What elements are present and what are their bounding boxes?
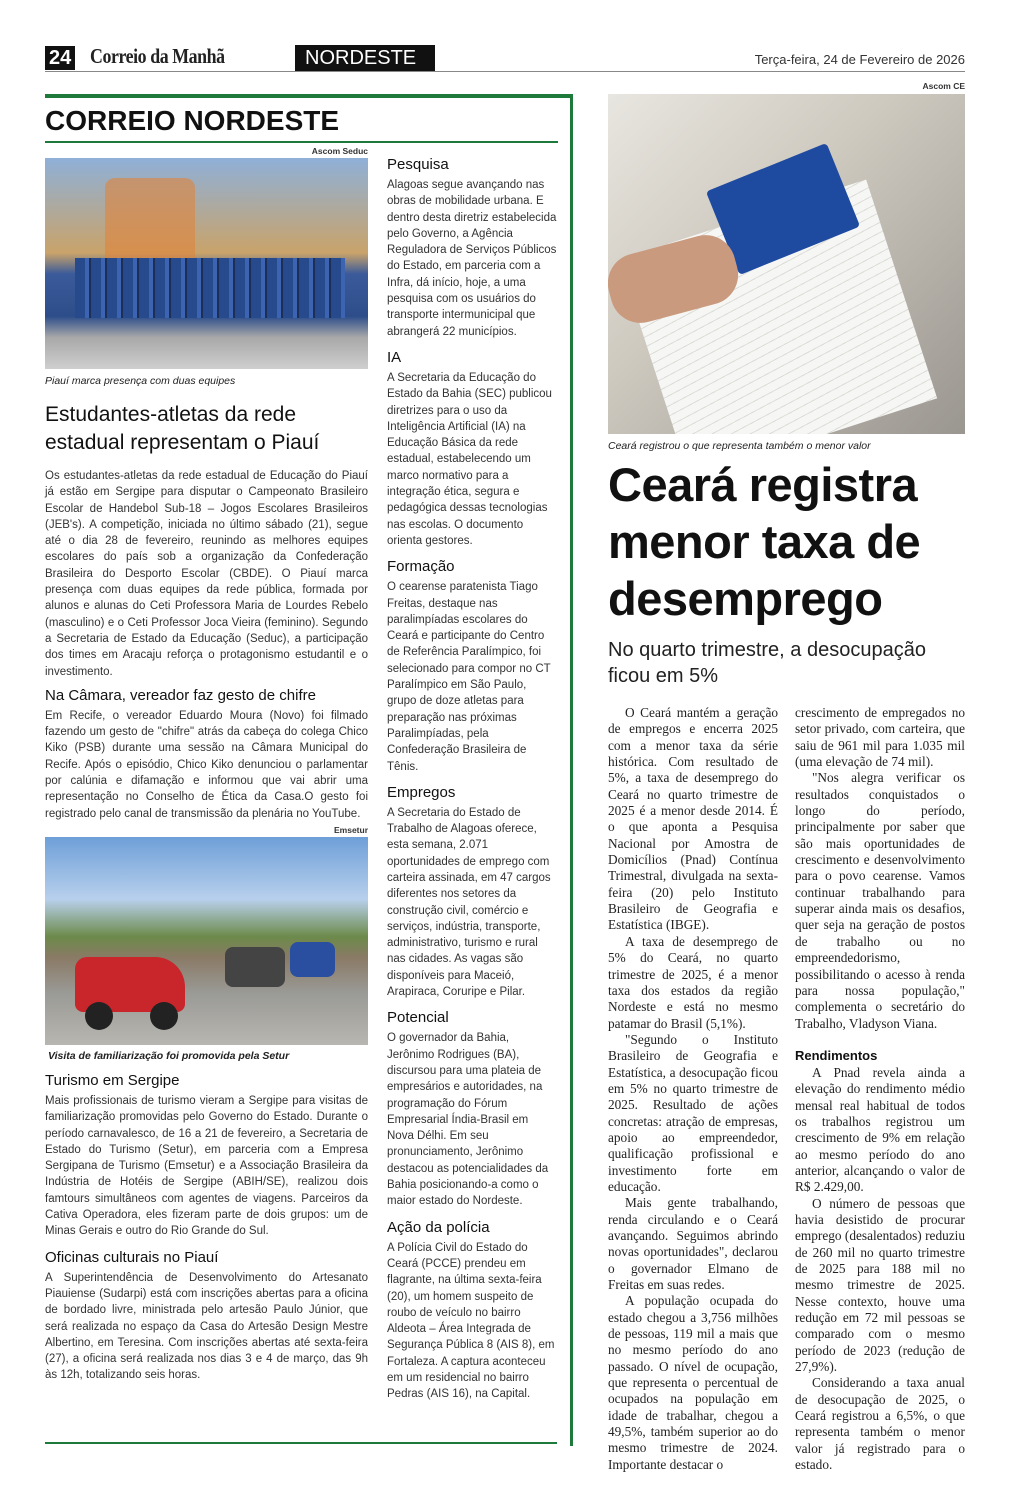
paragraph: Mais gente trabalhando, renda circulando e o Ceará avançando. Seguimos abrindo novas oportunidades", declarou o governador Elmano de Freitas em suas redes. xyxy=(608,1195,778,1293)
article-column-1 xyxy=(608,705,778,1473)
photo-students-team xyxy=(45,158,368,369)
publication-logo: Correio da Manhã xyxy=(90,44,225,68)
photo-work-card xyxy=(608,94,965,434)
brief-title: Oficinas culturais no Piauí xyxy=(45,1248,219,1266)
brief-title: IA xyxy=(387,348,402,366)
section-label: NORDESTE xyxy=(295,45,435,71)
left-column xyxy=(45,146,368,1384)
paragraph: A taxa de desemprego de 5% do Ceará, no quarto trimestre de 2025, é a menor taxa dos estados da região Nordeste e está no mesmo patamar do Brasil (5,1%). xyxy=(608,933,778,1031)
photo-caption: Piauí marca presença com duas equipes xyxy=(45,375,236,387)
paragraph: A Pnad revela ainda a elevação do rendimento médio mensal real habitual de todos os trabalhos registrou um crescimento de 9% em relação ao mesmo período do ano anterior, alcançando o valor de R$ 2.429,00. xyxy=(795,1064,965,1195)
brief-pesquisa xyxy=(387,156,558,340)
kicker-rule xyxy=(45,141,558,143)
paragraph: "Nos alegra verificar os resultados conquistados o longo do período, principalmente por saber que são mais oportunidades de crescimento e desenvolvimento para o povo cearense. Vamos continuar trabalhando para superar ainda mais os desafios, quer seja na geração de postos de trabalho ou no empreendedorismo, possibilitando o acesso à renda para nossa população," complementa o secretário do Trabalho, Vladyson Viana. xyxy=(795,770,965,1031)
issue-date: Terça-feira, 24 de Fevereiro de 2026 xyxy=(754,52,965,67)
paragraph: O Ceará mantém a geração de empregos e encerra 2025 com a menor taxa da série histórica. Com resultado de 5%, a taxa de desemprego do Ceará no quarto trimestre de 2025 é a menor desde 2014. É o que aponta a Pesquisa Nacional por Amostra de Domicílios (Pnad) Contínua Trimestral, divulgada na sexta-feira (20) pelo Instituto Brasileiro de Geografia e Estatística (IBGE). xyxy=(608,705,778,933)
brief-title: Empregos xyxy=(387,783,456,801)
brief-ia xyxy=(387,349,558,549)
brief-title: Formação xyxy=(387,558,455,576)
brief-body: A Polícia Civil do Estado do Ceará (PCCE) prendeu em flagrante, na última sexta-feira (20), um homem suspeito de roubo de veículo no bairro Aldeota – Área Integrada de Segurança Pública 8 (AIS 8), em Fortaleza. A captura aconteceu em um residencial no bairro Pedras (AIS 16), na Capital. xyxy=(387,1241,555,1401)
paragraph: Considerando a taxa anual de desocupação de 2025, o Ceará registrou a 6,5%, o que representa também o menor valor já registrado para o estado. xyxy=(795,1375,965,1473)
photo-caption: Visita de familiarização foi promovida pela Setur xyxy=(48,1049,290,1062)
frame-vertical-rule xyxy=(570,94,573,1446)
paragraph: O número de pessoas que havia desistido de procurar emprego (desalentados) reduziu de 260 mil no quarto trimestre de 2025 para 188 mil no mesmo trimestre de 2025. Nesse contexto, houve uma redução em 72 mil pessoas se comparado com o mesmo período de 2023 (redução de 27,9%). xyxy=(795,1195,965,1375)
subsection-title: Rendimentos xyxy=(795,1047,878,1063)
brief-potencial xyxy=(387,1009,558,1209)
photo-credit: Emsetur xyxy=(333,824,368,835)
brief-body: A Secretaria da Educação do Estado da Bahia (SEC) publicou diretrizes para o uso da Inteligência Artificial (IA) na Educação Básica da rede estadual, estabelecendo um marco normativo para a integração ética, segura e pedagógica dessas tecnologias nas escolas. O documento orienta gestores. xyxy=(387,371,552,547)
brief-body: Em Recife, o vereador Eduardo Moura (Novo) foi filmado fazendo um gesto de "chifre" atrás da cabeça do colega Chico Kiko (PSB) durante uma sessão na Câmara Municipal do Recife. Após o episódio, Chico Kiko denunciou o parlamentar por calúnia e difamação e informou que vai abrir uma representação no Conselho de Ética da Casa.O gesto foi registrado pelo canal de transmissão da plenária no YouTube. xyxy=(45,709,368,820)
subheadline: No quarto trimestre, a desocupação ficou em 5% xyxy=(608,639,926,687)
frame-top-rule xyxy=(45,94,573,98)
photo-credit: Ascom CE xyxy=(922,81,965,91)
brief-body: A Secretaria do Estado de Trabalho de Alagoas oferece, esta semana, 2.071 oportunidades de emprego com carteira assinada, em 47 cargos diferentes nos setores da construção civil, comércio e serviços, indústria, transporte, administrativo, turismo e rural nas cidades. As vagas são disponíveis para Maceió, Arapiraca, Coruripe e Pilar. xyxy=(387,806,551,999)
photo-buggy-tour xyxy=(45,837,368,1045)
article-column-2 xyxy=(795,705,965,1473)
article-headline: Estudantes-atletas da rede estadual representam o Piauí xyxy=(45,403,320,454)
brief-body: O governador da Bahia, Jerônimo Rodrigues (BA), discursou para uma plateia de empresários e autoridades, na programação do Fórum Empresarial Índia-Brasil em Nova Délhi. Em seu pronunciamento, Jerônimo destacou as potencialidades da Bahia posicionando-a como o maior estado do Nordeste. xyxy=(387,1032,549,1208)
briefs-column xyxy=(387,156,558,1403)
paragraph: "Segundo o Instituto Brasileiro de Geografia e Estatística, a desocupação ficou em 5% no quarto trimestre de 2025. Resultado de ações concretas: atração de empresas, apoio ao empreendedor, qualificação profissional e investimento forte em educação. xyxy=(608,1031,778,1194)
photo-caption: Ceará registrou o que representa também o menor valor xyxy=(608,440,871,452)
main-headline: Ceará registra menor taxa de desemprego xyxy=(608,458,921,625)
brief-formacao xyxy=(387,558,558,775)
brief-title: Na Câmara, vereador faz gesto de chifre xyxy=(45,686,316,704)
article-body: Os estudantes-atletas da rede estadual de Educação do Piauí já estão em Sergipe para disputar o Campeonato Brasileiro Escolar de Handebol Sub-18 – Jogos Escolares Brasileiros (JEB's). A competição, iniciada no último sábado (21), segue até o dia 28 de fevereiro, reunindo as melhores equipes escolares do país sob a organização da Confederação Brasileira do Desporto Escolar (CBDE). O Piauí marca presença com duas equipes da rede pública, formada por alunos e alunas do Ceti Professora Maria de Lourdes Rebelo (masculino) e o Ceti Professor Joca Vieira (feminino). Segundo a Secretaria de Estado da Educação (Seduc), a participação dos times em Aracaju reforça o protagonismo estudantil e o investimento. xyxy=(45,470,368,678)
section-kicker: CORREIO NORDESTE xyxy=(45,105,340,136)
frame-bottom-rule xyxy=(45,1442,557,1444)
brief-body: Mais profissionais de turismo vieram a Sergipe para visitas de familiarização promovidas pelo Governo do Estado. Durante o período carnavalesco, de 16 a 21 de fevereiro, a Secretaria de Estado do Turismo (Setur), em parceria com a Empresa Sergipana de Turismo (Emsetur) e a Associação Brasileira da Indústria de Hotéis de Sergipe (ABIH/SE), realizou dois famtours simultâneos com agentes de viagens. Parceiros da Cativa Operadora, eles fizeram parte de dois grupos: um de Minas Gerais e outro do Rio Grande do Sul. xyxy=(45,1094,368,1238)
brief-body: O cearense paratenista Tiago Freitas, destaque nas paralimpíadas escolares do Ceará e participante do Centro de Referência Paralímpico, foi selecionado para compor no CT Paralímpico em São Paulo, grupo de doze atletas para preparação nas próximas Paralimpíadas, pela Confederação Brasileira de Tênis. xyxy=(387,581,551,773)
brief-body: Alagoas segue avançando nas obras de mobilidade urbana. E dentro desta diretriz estabelecida pelo Governo, a Agência Reguladora de Serviços Públicos do Estado, em parceria com a Infra, dá início, hoje, a uma pesquisa com os usuários do transporte intermunicipal que abrangerá 22 municípios. xyxy=(387,179,557,338)
paragraph: A população ocupada do estado chegou a 3,756 milhões de pessoas, 119 mil a mais que no mesmo período do ano passado. O nível de ocupação, que representa o percentual de ocupados na população em idade de trabalhar, chegou a 49,5%, também superior ao do mesmo trimestre de 2024. Importante destacar o xyxy=(608,1293,778,1472)
article-columns xyxy=(608,705,965,1473)
brief-acao-policia xyxy=(387,1219,558,1403)
brief-empregos xyxy=(387,784,558,1001)
right-column xyxy=(608,81,965,1473)
brief-body: A Superintendência de Desenvolvimento do Artesanato Piauiense (Sudarpi) está com inscrições abertas para a oficina de bordado livre, ministrada pelo artesão Paulo Júnior, que será realizada no espaço da Casa do Artesão Design Mestre Albertino, em Teresina. Com inscrições abertas até sexta-feira (27), a oficina será realizada nos dias 3 e 4 de março, das 9h às 12h, totalizando seis horas. xyxy=(45,1271,368,1382)
brief-title: Turismo em Sergipe xyxy=(45,1071,180,1089)
photo-credit: Ascom Seduc xyxy=(311,146,368,156)
header-rule xyxy=(45,71,965,72)
brief-title: Pesquisa xyxy=(387,156,449,173)
brief-title: Ação da polícia xyxy=(387,1218,490,1236)
page-number: 24 xyxy=(45,46,75,70)
brief-title: Potencial xyxy=(387,1009,449,1027)
paragraph: crescimento de empregados no setor privado, com carteira, que saiu de 961 mil para 1.035 mil (uma elevação de 74 mil). xyxy=(795,705,965,770)
